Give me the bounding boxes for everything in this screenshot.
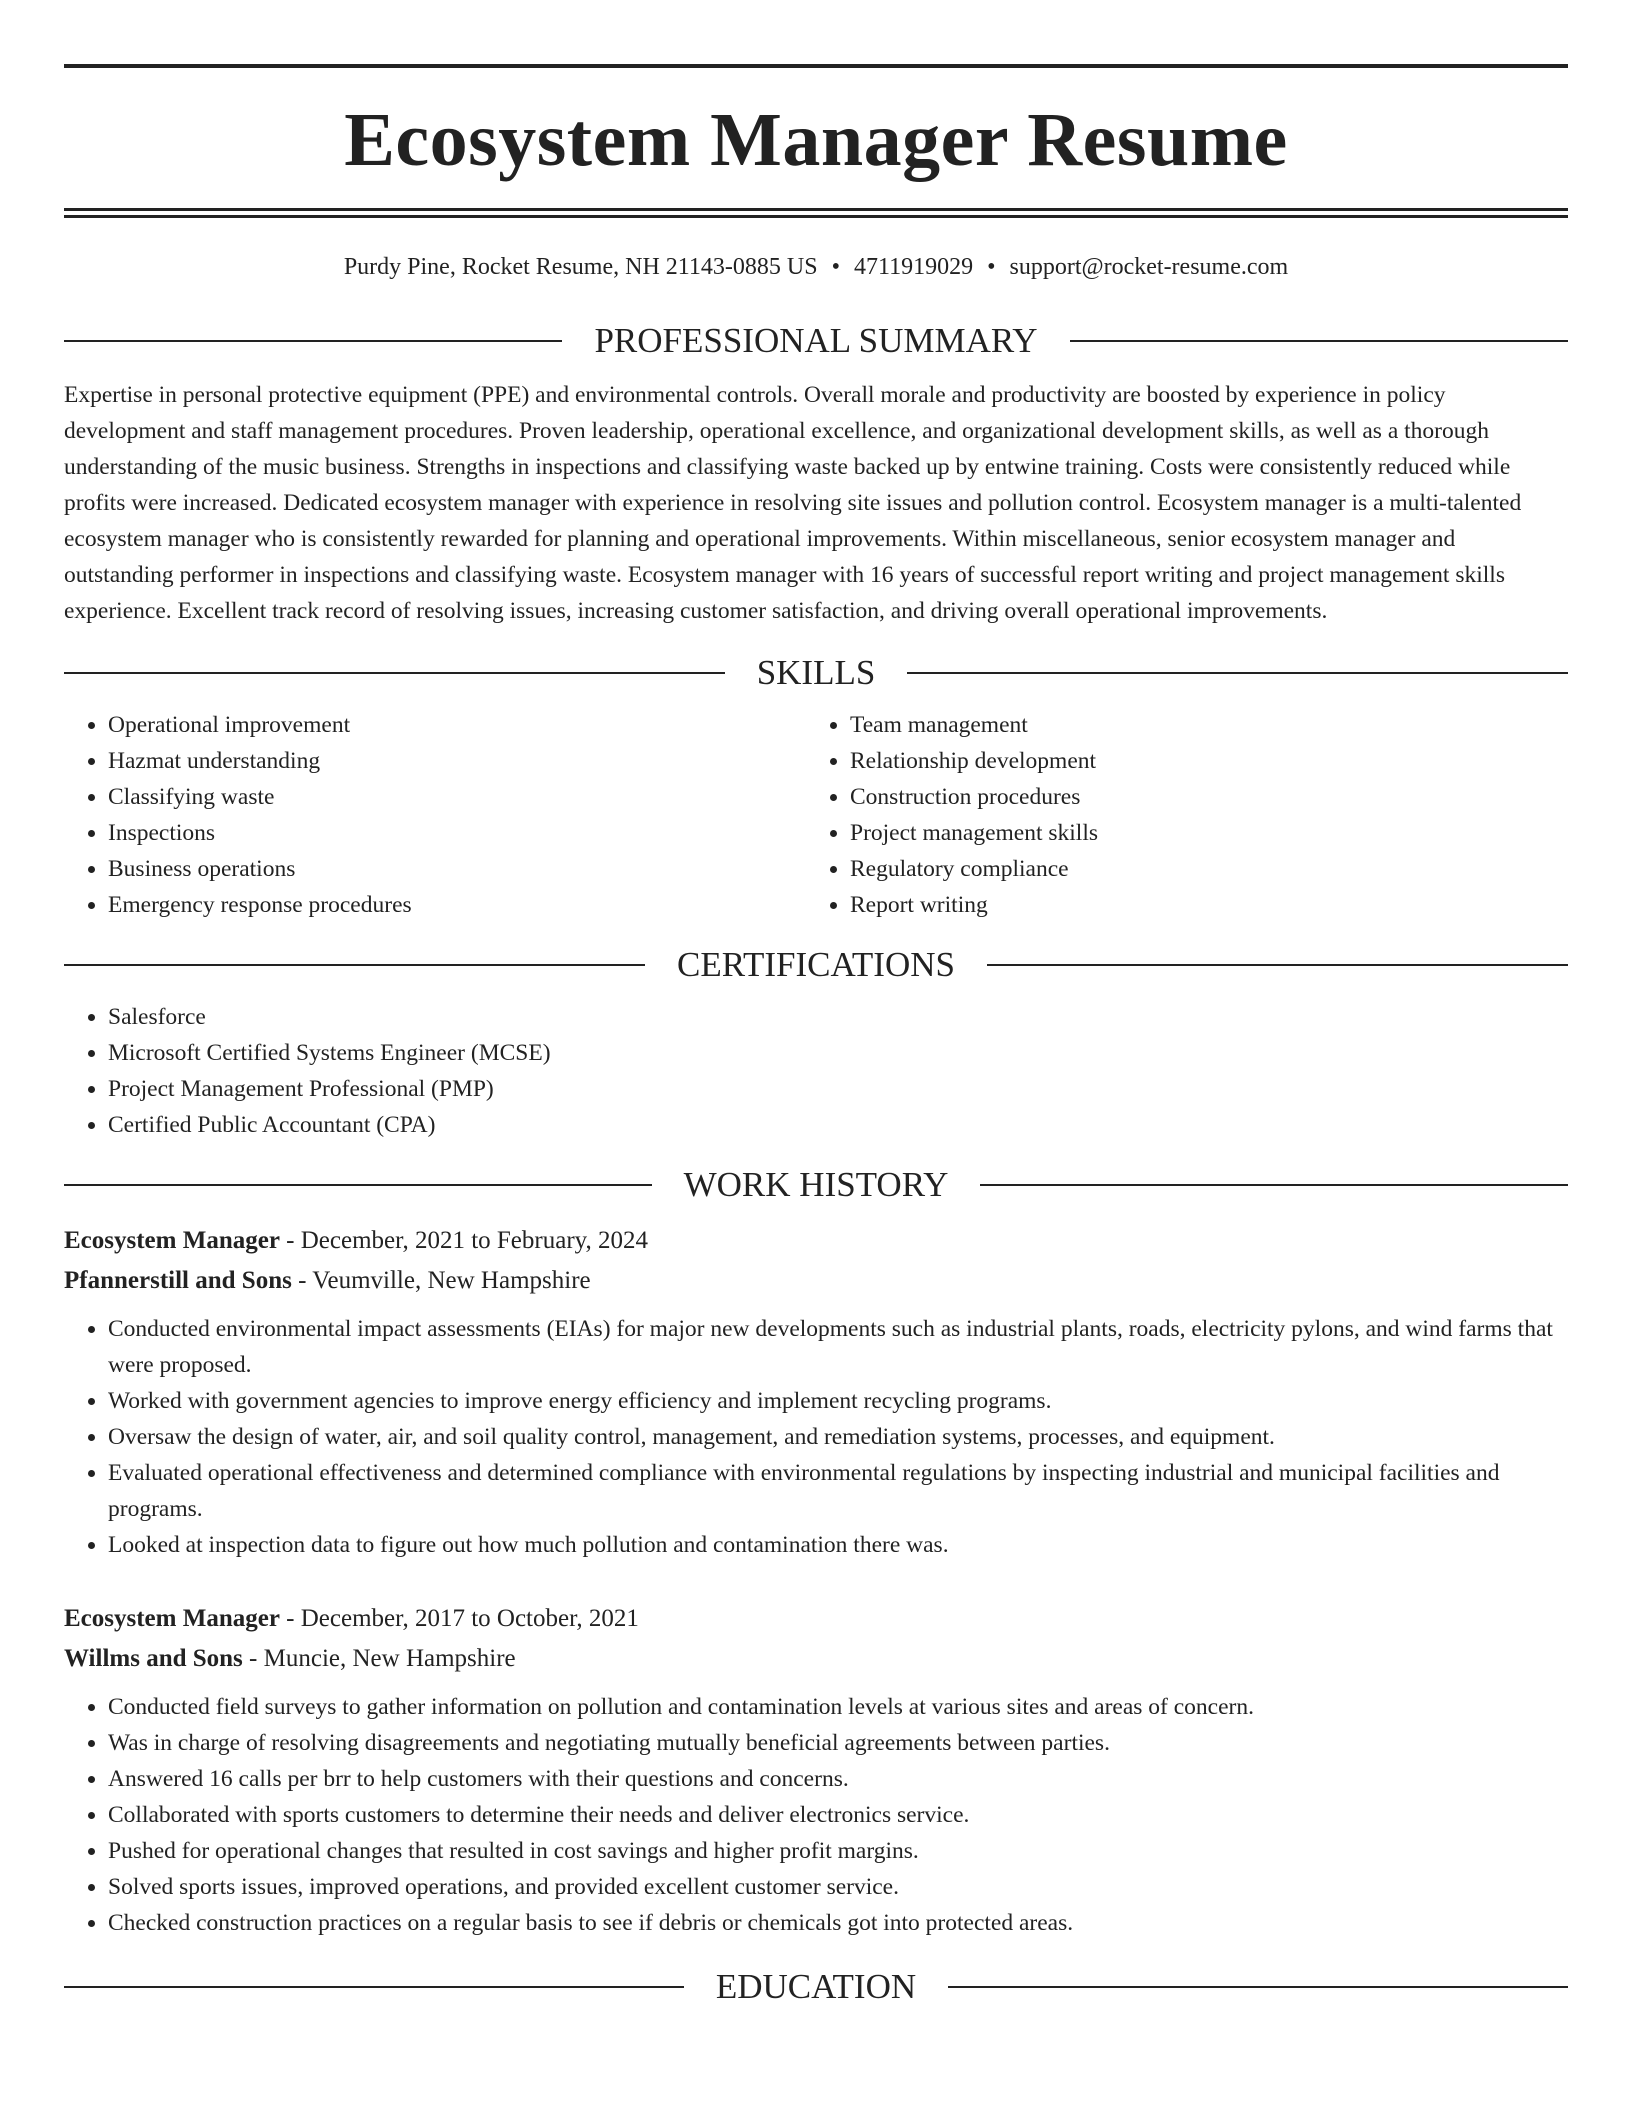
job-title-line bbox=[64, 1599, 1568, 1639]
job-bullet: • Was in charge of resolving disagreements and negotiating mutually beneficial agreements between parties. bbox=[108, 1725, 1568, 1761]
skills-column-left bbox=[64, 707, 806, 923]
job-bullet: • Worked with government agencies to improve energy efficiency and implement recycling programs. bbox=[108, 1383, 1568, 1419]
certification-item: • Salesforce bbox=[108, 999, 1568, 1035]
heading-rule bbox=[1070, 340, 1568, 342]
job-company-line bbox=[64, 1261, 1568, 1301]
job-bullet: • Oversaw the design of water, air, and soil quality control, management, and remediation systems, processes, and equipment. bbox=[108, 1419, 1568, 1455]
contact-address: Purdy Pine, Rocket Resume, NH 21143-0885 US bbox=[343, 254, 818, 280]
work-history-heading bbox=[64, 1165, 1568, 1205]
heading-rule bbox=[64, 672, 725, 674]
summary-heading-label: PROFESSIONAL SUMMARY bbox=[594, 321, 1038, 360]
job-company: Pfannerstill and Sons bbox=[64, 1267, 292, 1294]
skills-list bbox=[64, 707, 1568, 923]
skill-item: • Operational improvement bbox=[108, 707, 806, 743]
skill-item: • Emergency response procedures bbox=[108, 887, 806, 923]
education-heading-label: EDUCATION bbox=[715, 1967, 917, 2006]
contact-email[interactable]: support@rocket-resume.com bbox=[1009, 254, 1289, 280]
job-location: - Muncie, New Hampshire bbox=[242, 1645, 516, 1672]
job-bullet: • Collaborated with sports customers to determine their needs and deliver electronics service. bbox=[108, 1797, 1568, 1833]
heading-rule bbox=[948, 1986, 1568, 1988]
skill-item: • Classifying waste bbox=[108, 779, 806, 815]
work-history-heading-label: WORK HISTORY bbox=[683, 1165, 949, 1204]
heading-rule bbox=[64, 1184, 652, 1186]
resume-title: Ecosystem Manager Resume bbox=[344, 98, 1288, 182]
skill-item: • Report writing bbox=[850, 887, 1568, 923]
skill-item: • Construction procedures bbox=[850, 779, 1568, 815]
job-title-line bbox=[64, 1221, 1568, 1261]
job-bullet: • Conducted field surveys to gather information on pollution and contamination levels at various sites and areas of concern. bbox=[108, 1689, 1568, 1725]
certifications-heading bbox=[64, 945, 1568, 985]
job-bullet: • Solved sports issues, improved operations, and provided excellent customer service. bbox=[108, 1869, 1568, 1905]
job-bullet: • Pushed for operational changes that resulted in cost savings and higher profit margins. bbox=[108, 1833, 1568, 1869]
skills-heading-label: SKILLS bbox=[756, 653, 876, 692]
job-company-line bbox=[64, 1639, 1568, 1679]
skill-item: • Relationship development bbox=[850, 743, 1568, 779]
contact-line bbox=[64, 254, 1568, 281]
job-dates: - December, 2017 to October, 2021 bbox=[279, 1605, 639, 1632]
job-dates: - December, 2021 to February, 2024 bbox=[279, 1227, 649, 1254]
certifications-list bbox=[64, 999, 1568, 1143]
certification-item: • Project Management Professional (PMP) bbox=[108, 1071, 1568, 1107]
skill-item: • Hazmat understanding bbox=[108, 743, 806, 779]
job-bullets bbox=[64, 1689, 1568, 1941]
job-bullet: • Answered 16 calls per brr to help customers with their questions and concerns. bbox=[108, 1761, 1568, 1797]
job-bullet: • Looked at inspection data to figure out how much pollution and contamination there was. bbox=[108, 1527, 1568, 1563]
resume-page bbox=[64, 0, 1568, 2007]
heading-rule bbox=[907, 672, 1568, 674]
heading-rule bbox=[64, 964, 645, 966]
job-entry bbox=[64, 1599, 1568, 1941]
certification-item: • Certified Public Accountant (CPA) bbox=[108, 1107, 1568, 1143]
summary-heading bbox=[64, 321, 1568, 361]
job-bullet: • Checked construction practices on a regular basis to see if debris or chemicals got into protected areas. bbox=[108, 1905, 1568, 1941]
contact-separator: • bbox=[831, 254, 840, 280]
skill-item: • Business operations bbox=[108, 851, 806, 887]
skill-item: • Inspections bbox=[108, 815, 806, 851]
job-location: - Veumville, New Hampshire bbox=[291, 1267, 591, 1294]
heading-rule bbox=[987, 964, 1568, 966]
job-bullet: • Conducted environmental impact assessments (EIAs) for major new developments such as industrial plants, roads, electricity pylons, and wind farms that were proposed. bbox=[108, 1311, 1568, 1383]
top-rule bbox=[64, 64, 1568, 68]
job-bullet: • Evaluated operational effectiveness and determined compliance with environmental regulations by inspecting industrial and municipal facilities and programs. bbox=[108, 1455, 1568, 1527]
heading-rule bbox=[980, 1184, 1568, 1186]
skills-heading bbox=[64, 653, 1568, 693]
job-title: Ecosystem Manager bbox=[64, 1605, 280, 1632]
job-bullets bbox=[64, 1311, 1568, 1563]
skills-column-right bbox=[806, 707, 1568, 923]
job-entry bbox=[64, 1221, 1568, 1563]
heading-rule bbox=[64, 340, 562, 342]
contact-phone: 4711919029 bbox=[853, 254, 974, 280]
heading-rule bbox=[64, 1986, 684, 1988]
education-heading bbox=[64, 1967, 1568, 2007]
skill-item: • Project management skills bbox=[850, 815, 1568, 851]
job-title: Ecosystem Manager bbox=[64, 1227, 280, 1254]
skill-item: • Regulatory compliance bbox=[850, 851, 1568, 887]
contact-separator: • bbox=[987, 254, 996, 280]
certification-item: • Microsoft Certified Systems Engineer (MCSE) bbox=[108, 1035, 1568, 1071]
summary-text: Expertise in personal protective equipment (PPE) and environmental controls. Overall morale and productivity are boosted by experience in policy development and staff management procedures. Proven leadership, operational excellence, and organizational development skills, as well as a thorough understanding of the music business. Strengths in inspections and classifying waste backed up by entwine training. Costs were consistently reduced while profits were increased. Dedicated ecosystem manager with experience in resolving site issues and pollution control. Ecosystem manager is a multi-talented ecosystem manager who is consistently rewarded for planning and operational improvements. Within miscellaneous, senior ecosystem manager and outstanding performer in inspections and classifying waste. Ecosystem manager with 16 years of successful report writing and project management skills experience. Excellent track record of resolving issues, increasing customer satisfaction, and driving overall operational improvements. bbox=[64, 382, 1522, 624]
job-company: Willms and Sons bbox=[64, 1645, 243, 1672]
skill-item: • Team management bbox=[850, 707, 1568, 743]
certifications-heading-label: CERTIFICATIONS bbox=[677, 945, 955, 984]
title-double-rule bbox=[64, 208, 1568, 218]
